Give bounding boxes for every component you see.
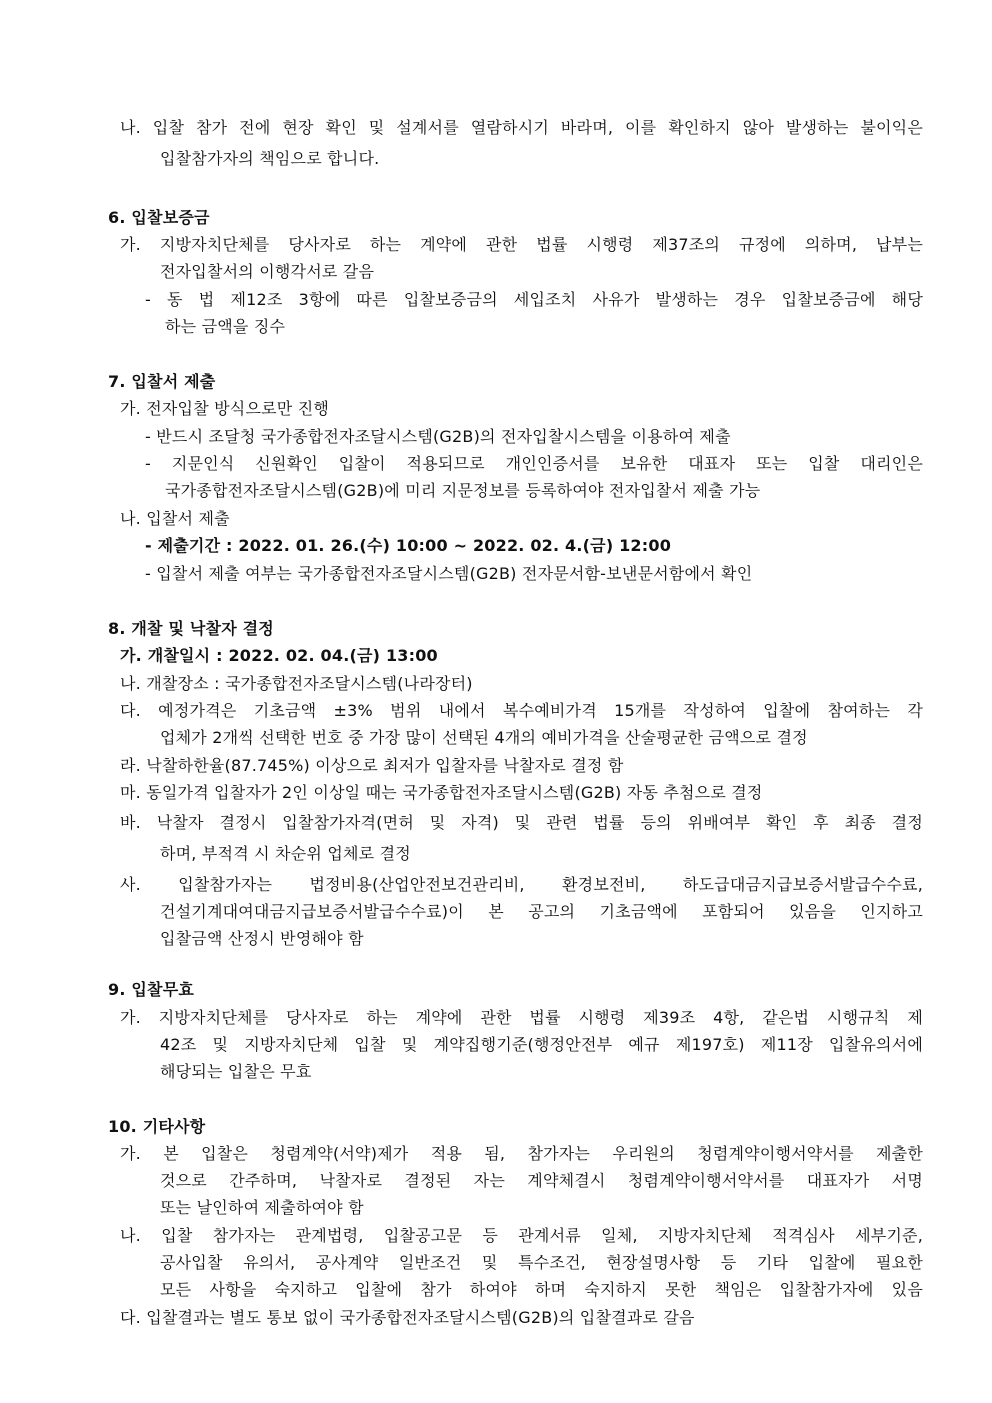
s7-dash3-submission-period: - 제출기간 : 2022. 01. 26.(수) 10:00 ~ 2022. 02. 4.(금) 12:00 [145,536,672,555]
s9-item-ga-line2: 42조 및 지방자치단체 입찰 및 계약집행기준(행정안전부 예규 제197호) 제11장 입찰유의서에 [160,1035,923,1054]
s8-item-na: 나. 개찰장소 : 국가종합전자조달시스템(나라장터) [120,674,473,693]
s8-item-ba-line1: 바. 낙찰자 결정시 입찰참가자격(면허 및 자격) 및 관련 법률 등의 위배여부 확인 후 최종 결정 [120,813,923,832]
s8-item-sa-line2: 건설기계대여대금지급보증서발급수수료)이 본 공고의 기초금액에 포함되어 있음을 인지하고 [160,902,923,921]
section-title-8: 8. 개찰 및 낙찰자 결정 [108,619,274,638]
s8-item-ra: 라. 낙찰하한율(87.745%) 이상으로 최저가 입찰자를 낙찰자로 결정 함 [120,756,624,775]
s10-item-ga-line1: 가. 본 입찰은 청렴계약(서약)제가 적용 됨, 참가자는 우리원의 청렴계약이행서약서를 제출한 [120,1144,923,1163]
s8-item-da-line2: 업체가 2개씩 선택한 번호 중 가장 많이 선택된 4개의 예비가격을 산술평균한 금액으로 결정 [160,728,808,747]
s5-item-na-line2: 입찰참가자의 책임으로 합니다. [160,149,380,168]
section-title-6: 6. 입찰보증금 [108,208,210,227]
s7-dash1: - 반드시 조달청 국가종합전자조달시스템(G2B)의 전자입찰시스템을 이용하여 제출 [145,427,731,446]
s8-item-sa-line1: 사. 입찰참가자는 법정비용(산업안전보건관리비, 환경보전비, 하도급대금지급보증서발급수수료, [120,875,923,894]
s7-dash2-line1: - 지문인식 신원확인 입찰이 적용되므로 개인인증서를 보유한 대표자 또는 입찰 대리인은 [145,454,923,473]
s10-item-na-line2: 공사입찰 유의서, 공사계약 일반조건 및 특수조건, 현장설명사항 등 기타 입찰에 필요한 [160,1253,923,1272]
s10-item-na-line1: 나. 입찰 참가자는 관계법령, 입찰공고문 등 관계서류 일체, 지방자치단체 적격심사 세부기준, [120,1226,923,1245]
section-title-7: 7. 입찰서 제출 [108,372,216,391]
s10-item-na-line3: 모든 사항을 숙지하고 입찰에 참가 하여야 하며 숙지하지 못한 책임은 입찰참가자에 있음 [160,1280,923,1299]
s7-item-ga: 가. 전자입찰 방식으로만 진행 [120,399,330,418]
s8-item-sa-line3: 입찰금액 산정시 반영해야 함 [160,929,364,948]
s6-item-ga-line2: 전자입찰서의 이행각서로 갈음 [160,262,375,281]
s8-item-ba-line2: 하며, 부적격 시 차순위 업체로 결정 [160,844,411,863]
section-title-10: 10. 기타사항 [108,1117,206,1136]
section-title-9: 9. 입찰무효 [108,980,195,999]
s6-dash1-line2: 하는 금액을 징수 [165,317,286,336]
s8-item-ma: 마. 동일가격 입찰자가 2인 이상일 때는 국가종합전자조달시스템(G2B) 자동 추첨으로 결정 [120,783,763,802]
s5-item-na-line1: 나. 입찰 참가 전에 현장 확인 및 설계서를 열람하시기 바라며, 이를 확인하지 않아 발생하는 불이익은 [120,118,923,137]
s9-item-ga-line3: 해당되는 입찰은 무효 [160,1062,312,1081]
s6-item-ga-line1: 가. 지방자치단체를 당사자로 하는 계약에 관한 법률 시행령 제37조의 규정에 의하며, 납부는 [120,235,923,254]
s7-dash2-line2: 국가종합전자조달시스템(G2B)에 미리 지문정보를 등록하여야 전자입찰서 제출 가능 [165,481,761,500]
s10-item-ga-line2: 것으로 간주하며, 낙찰자로 결정된 자는 계약체결시 청렴계약이행서약서를 대표자가 서명 [160,1171,923,1190]
s8-item-ga-opening-date: 가. 개찰일시 : 2022. 02. 04.(금) 13:00 [120,646,438,665]
s6-dash1-line1: - 동 법 제12조 3항에 따른 입찰보증금의 세입조치 사유가 발생하는 경우 입찰보증금에 해당 [145,290,923,309]
s10-item-ga-line3: 또는 날인하여 제출하여야 함 [160,1198,364,1217]
s7-item-na: 나. 입찰서 제출 [120,509,230,528]
s7-dash4: - 입찰서 제출 여부는 국가종합전자조달시스템(G2B) 전자문서함-보낸문서함에서 확인 [145,564,753,583]
s8-item-da-line1: 다. 예정가격은 기초금액 ±3% 범위 내에서 복수예비가격 15개를 작성하여 입찰에 참여하는 각 [120,701,923,720]
s9-item-ga-line1: 가. 지방자치단체를 당사자로 하는 계약에 관한 법률 시행령 제39조 4항, 같은법 시행규칙 제 [120,1008,923,1027]
s10-item-da: 다. 입찰결과는 별도 통보 없이 국가종합전자조달시스템(G2B)의 입찰결과로 갈음 [120,1308,695,1327]
